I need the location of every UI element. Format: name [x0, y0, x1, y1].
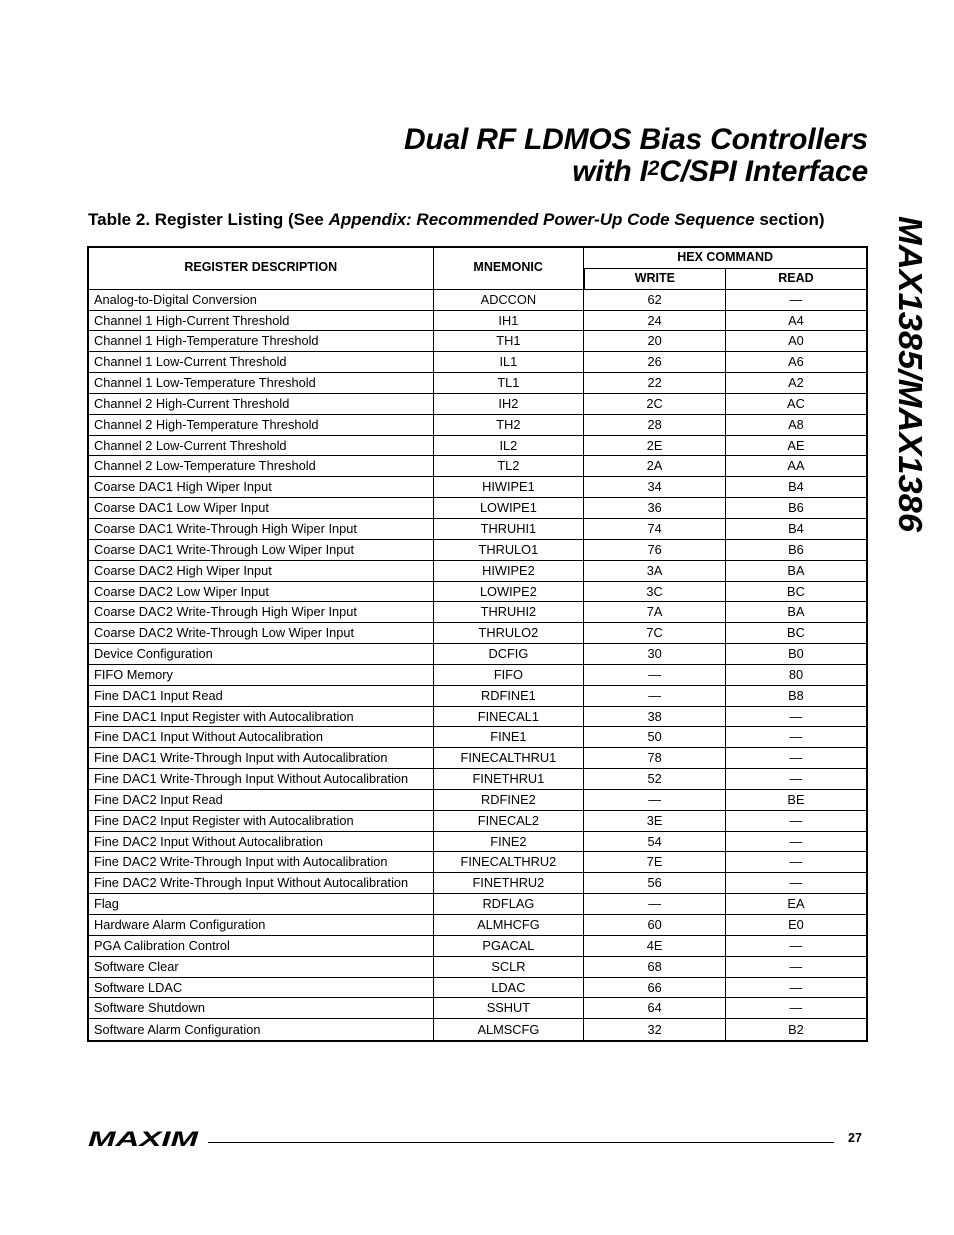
cell-register-description: Fine DAC1 Input Read [88, 685, 433, 706]
cell-write-code: 7C [584, 623, 726, 644]
cell-mnemonic: FINE1 [433, 727, 584, 748]
header-mnemonic: MNEMONIC [433, 247, 584, 289]
cell-mnemonic: IL1 [433, 352, 584, 373]
maxim-logo-text: MAXIM [88, 1130, 199, 1148]
table-row [88, 852, 867, 873]
cell-read-code: — [725, 935, 867, 956]
cell-write-code: 36 [584, 498, 726, 519]
cell-read-code: A8 [725, 414, 867, 435]
cell-read-code: EA [725, 894, 867, 915]
cell-write-code: 54 [584, 831, 726, 852]
cell-write-code: 76 [584, 539, 726, 560]
table-row [88, 915, 867, 936]
cell-mnemonic: ALMHCFG [433, 915, 584, 936]
cell-read-code: BC [725, 623, 867, 644]
table-row [88, 727, 867, 748]
cell-write-code: 3A [584, 560, 726, 581]
table-row [88, 331, 867, 352]
title-line-2 [404, 156, 868, 188]
cell-register-description: Fine DAC2 Write-Through Input with Autocalibration [88, 852, 433, 873]
cell-write-code: 2E [584, 435, 726, 456]
cell-register-description: Fine DAC1 Write-Through Input with Autocalibration [88, 748, 433, 769]
cell-mnemonic: RDFINE2 [433, 789, 584, 810]
cell-write-code: — [584, 685, 726, 706]
cell-register-description: Fine DAC1 Write-Through Input Without Autocalibration [88, 769, 433, 790]
cell-write-code: 28 [584, 414, 726, 435]
table-row [88, 706, 867, 727]
cell-read-code: — [725, 873, 867, 894]
cell-register-description: Channel 2 Low-Current Threshold [88, 435, 433, 456]
cell-read-code: — [725, 956, 867, 977]
table-row [88, 414, 867, 435]
cell-read-code: A6 [725, 352, 867, 373]
cell-register-description: Channel 2 High-Temperature Threshold [88, 414, 433, 435]
cell-register-description: Fine DAC2 Input Register with Autocalibration [88, 810, 433, 831]
table-row [88, 873, 867, 894]
cell-mnemonic: LOWIPE2 [433, 581, 584, 602]
cell-register-description: Fine DAC2 Input Without Autocalibration [88, 831, 433, 852]
table-row [88, 581, 867, 602]
caption-appendix-reference: Appendix: Recommended Power-Up Code Sequence [328, 210, 755, 229]
table-row [88, 894, 867, 915]
cell-register-description: Coarse DAC2 Write-Through Low Wiper Input [88, 623, 433, 644]
table-row [88, 373, 867, 394]
table-row [88, 310, 867, 331]
table-caption [88, 210, 878, 230]
cell-write-code: 2C [584, 393, 726, 414]
cell-mnemonic: DCFIG [433, 644, 584, 665]
cell-read-code: AE [725, 435, 867, 456]
cell-read-code: BE [725, 789, 867, 810]
cell-read-code: B8 [725, 685, 867, 706]
cell-read-code: — [725, 831, 867, 852]
cell-mnemonic: ALMSCFG [433, 1019, 584, 1042]
cell-write-code: 3E [584, 810, 726, 831]
cell-mnemonic: HIWIPE2 [433, 560, 584, 581]
maxim-logo [88, 1130, 200, 1153]
cell-mnemonic: THRUHI2 [433, 602, 584, 623]
title-superscript: 2 [647, 157, 660, 180]
cell-write-code: 66 [584, 977, 726, 998]
title-line-2-post: C/SPI Interface [659, 155, 868, 188]
cell-read-code: — [725, 977, 867, 998]
cell-read-code: A2 [725, 373, 867, 394]
cell-register-description: Fine DAC1 Input Without Autocalibration [88, 727, 433, 748]
title-line-1: Dual RF LDMOS Bias Controllers [403, 123, 868, 156]
cell-write-code: 34 [584, 477, 726, 498]
cell-mnemonic: FIFO [433, 664, 584, 685]
cell-write-code: 7A [584, 602, 726, 623]
table-row [88, 518, 867, 539]
table-row [88, 664, 867, 685]
cell-mnemonic: PGACAL [433, 935, 584, 956]
caption-suffix: section) [754, 210, 825, 229]
table-row [88, 831, 867, 852]
register-table-body [88, 289, 867, 1041]
table-row [88, 935, 867, 956]
cell-mnemonic: THRUHI1 [433, 518, 584, 539]
cell-register-description: Fine DAC1 Input Register with Autocalibration [88, 706, 433, 727]
table-row [88, 393, 867, 414]
cell-mnemonic: HIWIPE1 [433, 477, 584, 498]
cell-write-code: 4E [584, 935, 726, 956]
table-row [88, 560, 867, 581]
cell-read-code: A4 [725, 310, 867, 331]
cell-register-description: Channel 2 High-Current Threshold [88, 393, 433, 414]
cell-read-code: — [725, 998, 867, 1019]
cell-write-code: 2A [584, 456, 726, 477]
cell-read-code: — [725, 706, 867, 727]
cell-mnemonic: THRULO2 [433, 623, 584, 644]
cell-mnemonic: TH1 [433, 331, 584, 352]
cell-mnemonic: IH2 [433, 393, 584, 414]
cell-mnemonic: FINECALTHRU2 [433, 852, 584, 873]
cell-write-code: 62 [584, 289, 726, 310]
cell-register-description: Software LDAC [88, 977, 433, 998]
cell-register-description: Coarse DAC2 High Wiper Input [88, 560, 433, 581]
cell-register-description: Channel 1 High-Temperature Threshold [88, 331, 433, 352]
cell-write-code: — [584, 664, 726, 685]
register-table [87, 246, 868, 1042]
cell-write-code: 3C [584, 581, 726, 602]
table-row [88, 539, 867, 560]
cell-mnemonic: TL1 [433, 373, 584, 394]
cell-register-description: PGA Calibration Control [88, 935, 433, 956]
cell-register-description: Software Clear [88, 956, 433, 977]
cell-read-code: E0 [725, 915, 867, 936]
cell-write-code: 32 [584, 1019, 726, 1042]
cell-write-code: 64 [584, 998, 726, 1019]
cell-read-code: AA [725, 456, 867, 477]
cell-read-code: B6 [725, 539, 867, 560]
table-row [88, 1019, 867, 1042]
cell-read-code: — [725, 769, 867, 790]
cell-read-code: BC [725, 581, 867, 602]
cell-read-code: B6 [725, 498, 867, 519]
table-row [88, 977, 867, 998]
header-register-description: REGISTER DESCRIPTION [88, 247, 433, 289]
table-row [88, 498, 867, 519]
cell-write-code: 7E [584, 852, 726, 873]
cell-register-description: Coarse DAC1 High Wiper Input [88, 477, 433, 498]
cell-mnemonic: FINECAL2 [433, 810, 584, 831]
cell-register-description: Channel 1 High-Current Threshold [88, 310, 433, 331]
cell-register-description: Coarse DAC1 Write-Through High Wiper Input [88, 518, 433, 539]
table-row [88, 789, 867, 810]
cell-read-code: BA [725, 560, 867, 581]
cell-mnemonic: FINECALTHRU1 [433, 748, 584, 769]
cell-register-description: Channel 1 Low-Temperature Threshold [88, 373, 433, 394]
cell-read-code: — [725, 727, 867, 748]
cell-write-code: 50 [584, 727, 726, 748]
table-row [88, 623, 867, 644]
cell-mnemonic: FINE2 [433, 831, 584, 852]
cell-write-code: 68 [584, 956, 726, 977]
table-row [88, 956, 867, 977]
cell-read-code: 80 [725, 664, 867, 685]
cell-mnemonic: THRULO1 [433, 539, 584, 560]
page-number: 27 [848, 1131, 862, 1145]
page-title [404, 124, 868, 188]
cell-register-description: Coarse DAC2 Write-Through High Wiper Input [88, 602, 433, 623]
table-row [88, 810, 867, 831]
cell-register-description: Analog-to-Digital Conversion [88, 289, 433, 310]
cell-write-code: 30 [584, 644, 726, 665]
cell-register-description: Channel 1 Low-Current Threshold [88, 352, 433, 373]
table-row [88, 456, 867, 477]
cell-write-code: 20 [584, 331, 726, 352]
table-row [88, 477, 867, 498]
cell-mnemonic: RDFLAG [433, 894, 584, 915]
table-row [88, 748, 867, 769]
cell-read-code: B4 [725, 477, 867, 498]
cell-read-code: — [725, 289, 867, 310]
cell-register-description: Hardware Alarm Configuration [88, 915, 433, 936]
side-part-number [877, 214, 941, 534]
cell-mnemonic: TH2 [433, 414, 584, 435]
cell-mnemonic: FINETHRU1 [433, 769, 584, 790]
cell-read-code: BA [725, 602, 867, 623]
cell-write-code: 78 [584, 748, 726, 769]
cell-write-code: 52 [584, 769, 726, 790]
cell-register-description: Software Alarm Configuration [88, 1019, 433, 1042]
table-row [88, 352, 867, 373]
cell-write-code: 26 [584, 352, 726, 373]
cell-register-description: FIFO Memory [88, 664, 433, 685]
footer-rule [208, 1142, 834, 1143]
cell-read-code: B4 [725, 518, 867, 539]
header-write: WRITE [584, 268, 726, 289]
cell-mnemonic: LDAC [433, 977, 584, 998]
table-row [88, 644, 867, 665]
cell-register-description: Device Configuration [88, 644, 433, 665]
table-row [88, 602, 867, 623]
table-row [88, 769, 867, 790]
cell-mnemonic: FINECAL1 [433, 706, 584, 727]
cell-write-code: 38 [584, 706, 726, 727]
cell-write-code: — [584, 894, 726, 915]
table-row [88, 435, 867, 456]
cell-register-description: Channel 2 Low-Temperature Threshold [88, 456, 433, 477]
cell-write-code: 56 [584, 873, 726, 894]
cell-write-code: 60 [584, 915, 726, 936]
table-row [88, 685, 867, 706]
cell-register-description: Software Shutdown [88, 998, 433, 1019]
cell-register-description: Coarse DAC2 Low Wiper Input [88, 581, 433, 602]
cell-write-code: 74 [584, 518, 726, 539]
cell-mnemonic: ADCCON [433, 289, 584, 310]
cell-register-description: Flag [88, 894, 433, 915]
title-line-2-pre: with I [572, 155, 648, 188]
cell-write-code: 24 [584, 310, 726, 331]
table-row [88, 998, 867, 1019]
cell-mnemonic: SCLR [433, 956, 584, 977]
caption-prefix: Table 2. Register Listing (See [88, 210, 329, 229]
cell-register-description: Coarse DAC1 Write-Through Low Wiper Input [88, 539, 433, 560]
table-row [88, 289, 867, 310]
cell-mnemonic: SSHUT [433, 998, 584, 1019]
cell-read-code: — [725, 810, 867, 831]
header-hex-command: HEX COMMAND [584, 247, 867, 268]
cell-read-code: B2 [725, 1019, 867, 1042]
side-part-number-text: MAX1385/MAX1386 [892, 216, 929, 519]
cell-read-code: — [725, 852, 867, 873]
cell-register-description: Coarse DAC1 Low Wiper Input [88, 498, 433, 519]
cell-mnemonic: RDFINE1 [433, 685, 584, 706]
cell-mnemonic: TL2 [433, 456, 584, 477]
cell-register-description: Fine DAC2 Input Read [88, 789, 433, 810]
header-read: READ [725, 268, 867, 289]
cell-mnemonic: IL2 [433, 435, 584, 456]
cell-write-code: 22 [584, 373, 726, 394]
cell-read-code: A0 [725, 331, 867, 352]
cell-read-code: AC [725, 393, 867, 414]
cell-mnemonic: FINETHRU2 [433, 873, 584, 894]
cell-write-code: — [584, 789, 726, 810]
cell-mnemonic: IH1 [433, 310, 584, 331]
cell-mnemonic: LOWIPE1 [433, 498, 584, 519]
cell-read-code: B0 [725, 644, 867, 665]
cell-read-code: — [725, 748, 867, 769]
cell-register-description: Fine DAC2 Write-Through Input Without Autocalibration [88, 873, 433, 894]
